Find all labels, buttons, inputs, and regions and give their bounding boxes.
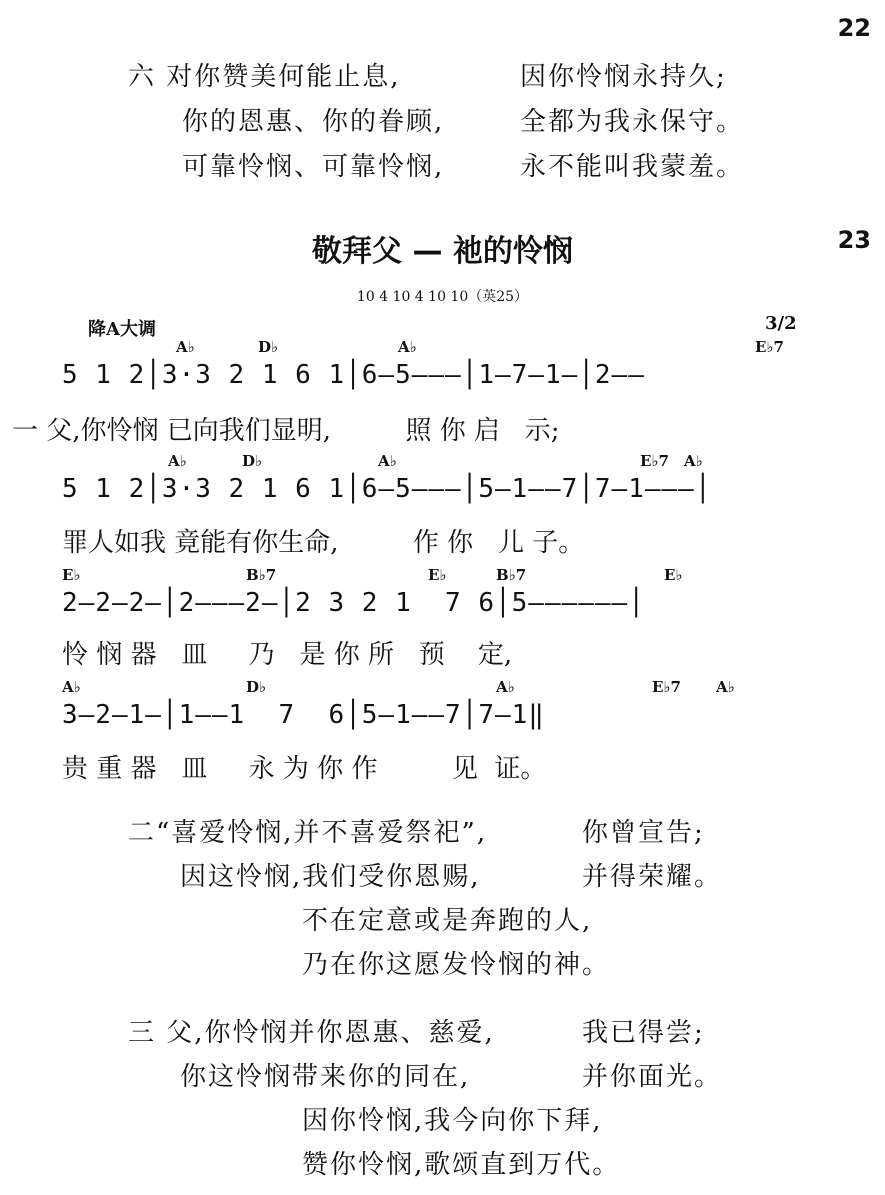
- chord-label: A♭: [176, 338, 195, 356]
- notation-line: 2—2—2—│2———2—│2 3 2 1 7 6│5——————│: [62, 588, 645, 618]
- hymn-title: 敬拜父 — 祂的怜悯: [312, 234, 573, 269]
- chord-label: A♭: [168, 452, 187, 470]
- chord-label: A♭: [496, 678, 515, 696]
- time-signature: 3/2: [765, 313, 797, 334]
- chord-label: D♭: [242, 452, 263, 470]
- lyric-line: 贵 重 器 皿 永 为 你 作 见 证。: [62, 754, 547, 784]
- chord-label: A♭: [62, 678, 81, 696]
- chord-label: E♭7: [652, 678, 681, 696]
- chord-label: A♭: [716, 678, 735, 696]
- notation-line: 5 1 2│3·3 2 1 6 1│6—5———│1—7—1—│2——: [62, 360, 645, 390]
- hymn-meter: 10 4 10 4 10 10（英25）: [356, 289, 529, 305]
- verse-line: 你的恩惠、你的眷顾,: [182, 107, 445, 137]
- chord-label: E♭7: [755, 338, 784, 356]
- chord-label: A♭: [378, 452, 397, 470]
- chord-label: D♭: [246, 678, 267, 696]
- chord-label: E♭: [62, 566, 81, 584]
- verse-line: 永不能叫我蒙羞。: [520, 152, 745, 182]
- lyric-line: 罪人如我 竟能有你生命, 作 你 儿 子。: [62, 528, 585, 558]
- hymn-number: 23: [837, 226, 871, 254]
- notation-line: 5 1 2│3·3 2 1 6 1│6—5———│5—1——7│7—1———│: [62, 474, 712, 504]
- verse-line: 并你面光。: [582, 1062, 723, 1092]
- verse-line: 因你怜悯永持久;: [520, 62, 727, 92]
- verse-line: 赞你怜悯,歌颂直到万代。: [302, 1150, 621, 1180]
- key-signature: 降A大调: [88, 319, 156, 340]
- verse-line: 因这怜悯,我们受你恩赐,: [180, 862, 481, 892]
- chord-label: A♭: [684, 452, 703, 470]
- verse-line: 二“喜爱怜悯,并不喜爱祭祀”,: [128, 818, 488, 848]
- verse-line: 可靠怜悯、可靠怜悯,: [182, 152, 445, 182]
- chord-label: E♭: [428, 566, 447, 584]
- chord-label: D♭: [258, 338, 279, 356]
- chord-label: E♭7: [640, 452, 669, 470]
- chord-label: B♭7: [246, 566, 277, 584]
- verse-line: 乃在你这愿发怜悯的神。: [302, 950, 611, 980]
- chord-label: E♭: [664, 566, 683, 584]
- verse-line: 你这怜悯带来你的同在,: [180, 1062, 471, 1092]
- chord-label: B♭7: [496, 566, 527, 584]
- verse-line: 六 对你赞美何能止息,: [128, 62, 401, 92]
- verse-line: 你曾宣告;: [582, 818, 705, 848]
- verse-line: 我已得尝;: [582, 1018, 705, 1048]
- page-number: 22: [837, 14, 871, 42]
- lyric-line: 怜 悯 器 皿 乃 是 你 所 预 定,: [62, 640, 513, 670]
- verse-line: 全都为我永保守。: [520, 107, 745, 137]
- chord-label: A♭: [398, 338, 417, 356]
- lyric-line: 一 父,你怜悯 已向我们显明, 照 你 启 示;: [12, 416, 560, 446]
- verse-line: 不在定意或是奔跑的人,: [302, 906, 593, 936]
- verse-line: 因你怜悯,我今向你下拜,: [302, 1106, 603, 1136]
- verse-line: 并得荣耀。: [582, 862, 723, 892]
- notation-line: 3—2—1—│1——1 7 6│5—1——7│7—1‖: [62, 700, 545, 730]
- verse-line: 三 父,你怜悯并你恩惠、慈爱,: [128, 1018, 495, 1048]
